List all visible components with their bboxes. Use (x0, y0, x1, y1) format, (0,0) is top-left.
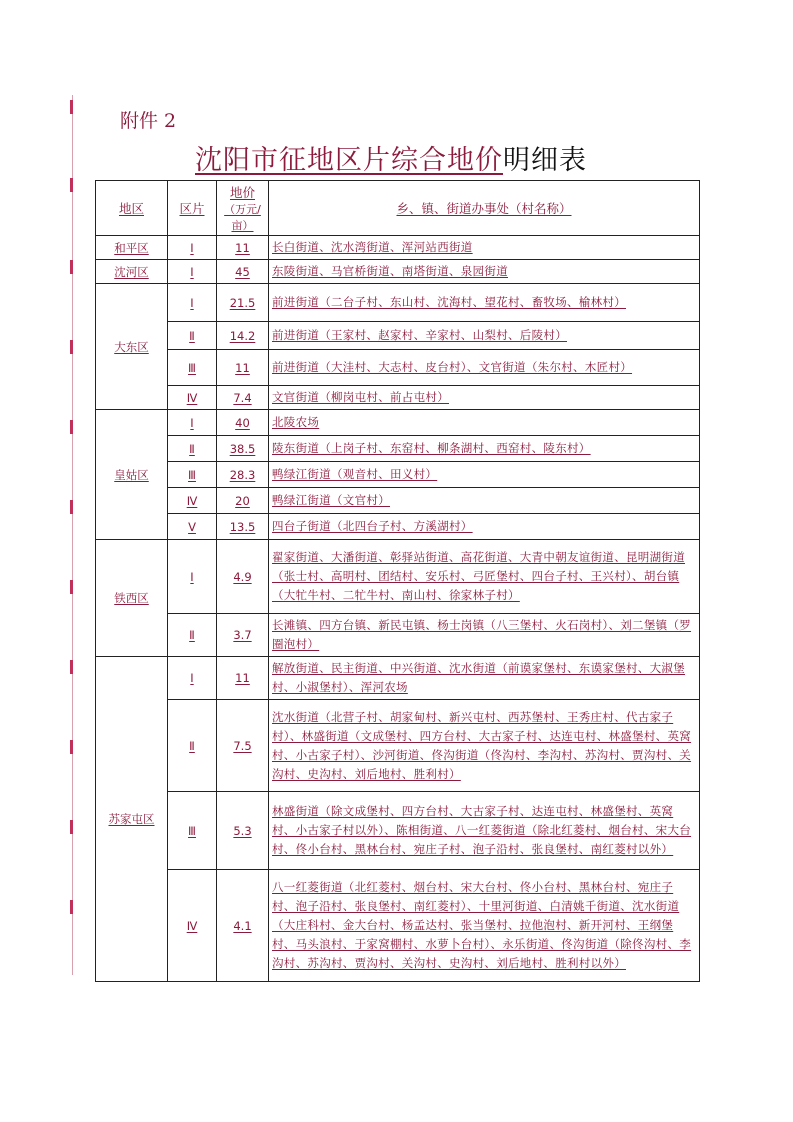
zone-cell: Ⅱ (168, 700, 217, 792)
binding-tick (70, 900, 73, 914)
zone-cell: Ⅳ (168, 870, 217, 982)
villages-cell: 北陵农场 (269, 410, 700, 436)
table-row (96, 462, 700, 488)
villages-cell: 前进街道（二台子村、东山村、沈海村、望花村、畜牧场、榆林村） (269, 284, 700, 322)
zone-cell: Ⅳ (168, 386, 217, 410)
attachment-label: 附件 2 (120, 110, 177, 132)
zone-cell: Ⅰ (168, 657, 217, 700)
table-row (96, 410, 700, 436)
zone-cell: Ⅰ (168, 410, 217, 436)
header-zone: 区片 (168, 181, 217, 236)
binding-tick (70, 260, 73, 274)
price-cell: 4.1 (217, 870, 269, 982)
villages-cell: 八一红菱街道（北红菱村、烟台村、宋大台村、佟小台村、黑林台村、宛庄子村、泡子沿村、张良堡村、南红菱村）、十里河街道、白清姚千街道、沈水街道（大庄科村、金大台村、杨孟达村、张当堡村、拉他泡村、新开河村、王纲堡村、马头浪村、于家窝棚村、水萝卜台村）、永乐街道、佟沟街道（除佟沟村、李沟村、苏沟村、贾沟村、关沟村、史沟村、刘后地村、胜利村以外） (269, 870, 700, 982)
page-title (195, 138, 587, 177)
zone-cell: Ⅲ (168, 792, 217, 870)
binding-tick (70, 660, 73, 674)
price-cell: 11 (217, 657, 269, 700)
table-row (96, 514, 700, 540)
price-cell: 40 (217, 410, 269, 436)
zone-cell: Ⅳ (168, 488, 217, 514)
price-cell: 38.5 (217, 436, 269, 462)
table-row (96, 488, 700, 514)
price-cell: 7.4 (217, 386, 269, 410)
table-row (96, 540, 700, 614)
villages-cell: 翟家街道、大潘街道、彰驿站街道、高花街道、大青中朝友谊街道、昆明湖街道（张士村、高明村、团结村、安乐村、弓匠堡村、四台子村、王兴村）、胡台镇（大牤牛村、二牤牛村、南山村、徐家林子村） (269, 540, 700, 614)
table-row (96, 350, 700, 386)
table-row (96, 700, 700, 792)
binding-tick (70, 500, 73, 514)
zone-cell: Ⅰ (168, 236, 217, 260)
district-cell: 沈河区 (96, 260, 168, 284)
table-row (96, 436, 700, 462)
price-cell: 28.3 (217, 462, 269, 488)
price-cell: 5.3 (217, 792, 269, 870)
table-row (96, 657, 700, 700)
header-district: 地区 (96, 181, 168, 236)
zone-cell: Ⅴ (168, 514, 217, 540)
price-cell: 3.7 (217, 614, 269, 657)
table-row (96, 236, 700, 260)
district-cell: 皇姑区 (96, 410, 168, 540)
binding-margin-line (72, 95, 73, 975)
villages-cell: 沈水街道（北营子村、胡家甸村、新兴屯村、西苏堡村、王秀庄村、代古家子村）、林盛街道（文成堡村、四方台村、大古家子村、达连屯村、林盛堡村、英窝村、小古家子村）、沙河街道、佟沟街道（佟沟村、李沟村、苏沟村、贾沟村、关沟村、史沟村、刘后地村、胜利村） (269, 700, 700, 792)
zone-cell: Ⅲ (168, 350, 217, 386)
zone-cell: Ⅰ (168, 260, 217, 284)
table-row (96, 386, 700, 410)
binding-tick (70, 100, 73, 114)
zone-cell: Ⅰ (168, 284, 217, 322)
villages-cell: 解放街道、民主街道、中兴街道、沈水街道（前谟家堡村、东谟家堡村、大淑堡村、小淑堡村）、浑河农场 (269, 657, 700, 700)
table-body (96, 236, 700, 982)
zone-cell: Ⅰ (168, 540, 217, 614)
table-row (96, 870, 700, 982)
title-underlined: 沈阳市征地区片综合地价 (195, 145, 503, 176)
price-cell: 11 (217, 236, 269, 260)
villages-cell: 前进街道（大洼村、大志村、皮台村）、文官街道（朱尔村、木匠村） (269, 350, 700, 386)
table-row (96, 614, 700, 657)
price-cell: 21.5 (217, 284, 269, 322)
price-cell: 11 (217, 350, 269, 386)
land-price-table (95, 180, 700, 982)
binding-tick (70, 740, 73, 754)
binding-tick (70, 420, 73, 434)
table-header-row (96, 181, 700, 236)
villages-cell: 鸭绿江街道（文官村） (269, 488, 700, 514)
binding-tick (70, 340, 73, 354)
villages-cell: 林盛街道（除文成堡村、四方台村、大古家子村、达连屯村、林盛堡村、英窝村、小古家子村以外）、陈相街道、八一红菱街道（除北红菱村、烟台村、宋大台村、佟小台村、黑林台村、宛庄子村、泡子沿村、张良堡村、南红菱村以外） (269, 792, 700, 870)
district-cell: 铁西区 (96, 540, 168, 657)
zone-cell: Ⅱ (168, 614, 217, 657)
binding-tick (70, 580, 73, 594)
price-cell: 45 (217, 260, 269, 284)
header-price: 地价 （万元/亩） (217, 181, 269, 236)
villages-cell: 鸭绿江街道（观音村、田义村） (269, 462, 700, 488)
district-cell: 大东区 (96, 284, 168, 410)
table-row (96, 792, 700, 870)
title-rest: 明细表 (503, 145, 587, 176)
price-cell: 20 (217, 488, 269, 514)
villages-cell: 长滩镇、四方台镇、新民屯镇、杨士岗镇（八三堡村、火石岗村）、刘二堡镇（罗圈泡村） (269, 614, 700, 657)
district-cell: 和平区 (96, 236, 168, 260)
zone-cell: Ⅱ (168, 436, 217, 462)
villages-cell: 前进街道（王家村、赵家村、辛家村、山梨村、后陵村） (269, 322, 700, 350)
villages-cell: 长白街道、沈水湾街道、浑河站西街道 (269, 236, 700, 260)
binding-tick (70, 820, 73, 834)
zone-cell: Ⅲ (168, 462, 217, 488)
villages-cell: 陵东街道（上岗子村、东窑村、柳条湖村、西窑村、陵东村） (269, 436, 700, 462)
zone-cell: Ⅱ (168, 322, 217, 350)
table-row (96, 260, 700, 284)
table-row (96, 284, 700, 322)
price-cell: 14.2 (217, 322, 269, 350)
price-cell: 7.5 (217, 700, 269, 792)
table-row (96, 322, 700, 350)
price-cell: 13.5 (217, 514, 269, 540)
villages-cell: 文官街道（柳岗屯村、前占屯村） (269, 386, 700, 410)
villages-cell: 四台子街道（北四台子村、方溪湖村） (269, 514, 700, 540)
price-cell: 4.9 (217, 540, 269, 614)
header-villages: 乡、镇、街道办事处（村名称） (269, 181, 700, 236)
district-cell: 苏家屯区 (96, 657, 168, 982)
villages-cell: 东陵街道、马官桥街道、南塔街道、泉园街道 (269, 260, 700, 284)
binding-tick (70, 178, 73, 192)
